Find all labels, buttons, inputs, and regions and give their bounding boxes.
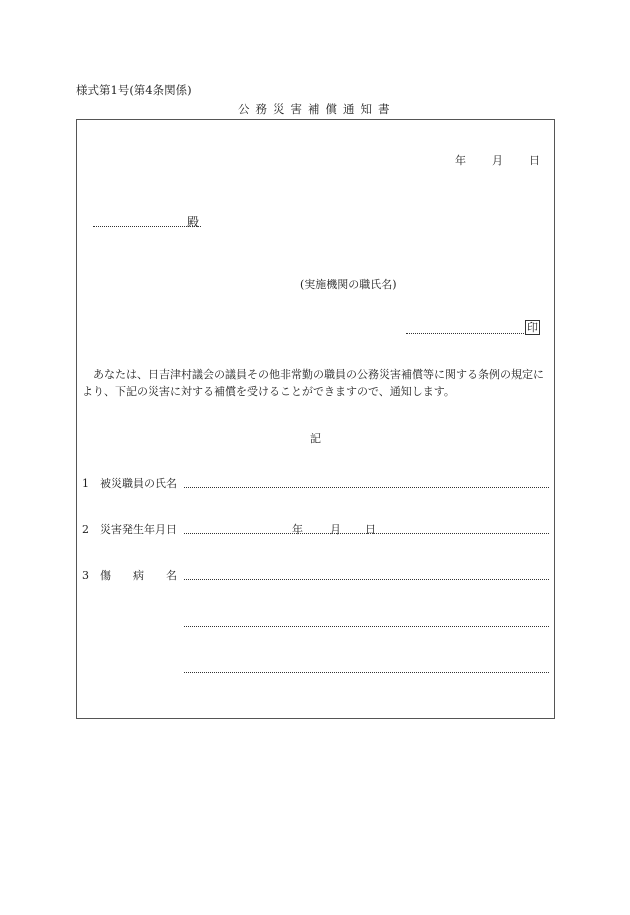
addressee-suffix: 殿: [187, 215, 200, 229]
agency-name-field[interactable]: [406, 333, 524, 334]
notice-date: [455, 152, 540, 168]
ki-heading: 記: [310, 432, 321, 445]
notice-body-text: [82, 366, 552, 400]
item-number: 3: [82, 569, 89, 582]
form-number-label: 様式第1号(第4条関係): [76, 83, 192, 97]
item-number: 1: [82, 477, 89, 490]
injury-name-field-2[interactable]: [184, 626, 549, 627]
form-frame: [76, 119, 555, 719]
notice-body-content: あなたは、日吉津村議会の議員その他非常勤の職員の公務災害補償等に関する条例の規定により、下記の災害に対する補償を受けることができますので、通知します。: [82, 368, 544, 398]
seal-mark: 印: [527, 321, 538, 334]
document-title: 公務災害補償通知書: [238, 102, 396, 116]
accident-day-label: 日: [365, 523, 376, 536]
addressee-name-field[interactable]: [93, 226, 201, 227]
date-day-label: 日: [529, 154, 540, 167]
date-month-label: 月: [492, 154, 503, 167]
injury-name-field-3[interactable]: [184, 672, 549, 673]
item-label: 被災職員の氏名: [100, 477, 177, 490]
item-label: 災害発生年月日: [100, 523, 177, 536]
item-accident-date: [82, 521, 177, 537]
item-victim-name: [82, 475, 177, 491]
agency-title-label: (実施機関の職氏名): [300, 278, 397, 291]
item-injury-name: [82, 567, 177, 583]
date-year-label: 年: [455, 154, 466, 167]
accident-year-label: 年: [292, 523, 303, 536]
item-label: 傷 病 名: [100, 569, 177, 582]
victim-name-field[interactable]: [184, 487, 549, 488]
item-number: 2: [82, 523, 89, 536]
accident-month-label: 月: [330, 523, 341, 536]
injury-name-field-1[interactable]: [184, 579, 549, 580]
